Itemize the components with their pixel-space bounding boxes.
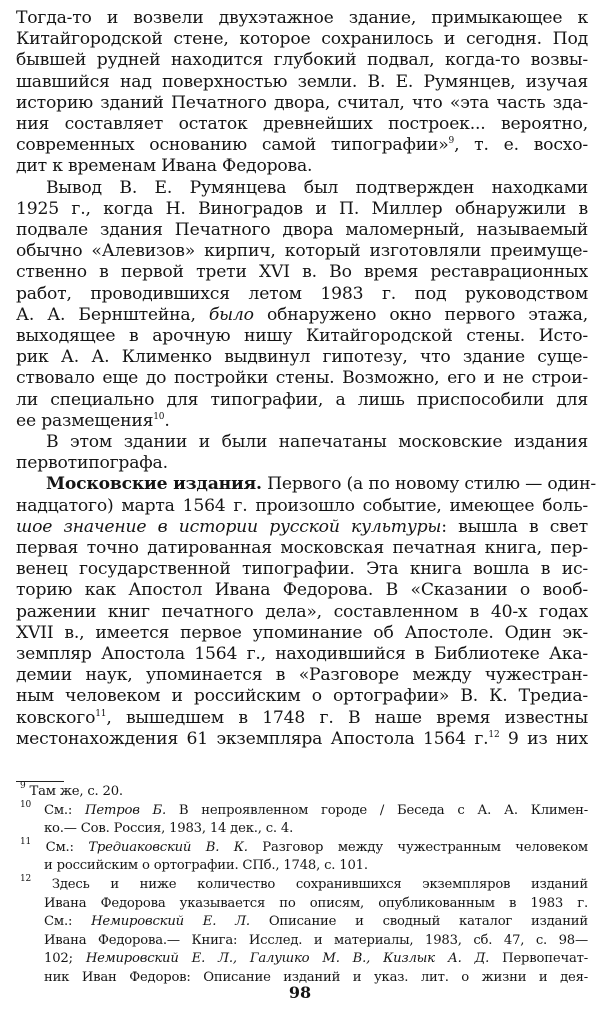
text-run: Ивана Федорова указывается по описям, опубликованным в 1983 г. (44, 895, 588, 911)
footnote-line (44, 913, 588, 931)
text-run: Здесь и ниже количество сохранившихся экземпляров изданий (31, 877, 588, 892)
text-run: первая точно датированная московская печатная книга, пер- (16, 538, 588, 558)
text-run: Первого (а по новому стилю — один- (261, 474, 597, 495)
body-line (16, 114, 588, 135)
text-run: ным человеком и российским о ортографии» В. К. Тредиа- (16, 686, 588, 707)
text-run: ко.— Сов. Россия, 1983, 14 дек., с. 4. (44, 821, 294, 837)
text-run: ли специально для типографии, а лишь приспособили для (16, 389, 588, 410)
footnote-line (20, 799, 588, 820)
text-run: Описание и сводный каталог изданий (249, 914, 588, 930)
body-line (16, 72, 588, 93)
body-line (16, 93, 588, 114)
text-run: работ, проводившихся летом 1983 г. под руководством (16, 283, 588, 304)
text-run: XVII в., имеется первое упоминание об Апостоле. Один эк- (16, 622, 588, 643)
text-run: Первопечат- (489, 951, 588, 967)
footnote-ref: 9 (20, 781, 26, 791)
text-run: Петров Б. (85, 802, 167, 818)
text-run: обнаружено окно первого этажа, (253, 304, 588, 325)
text-run: В этом здании и были напечатаны московские издания (46, 432, 588, 452)
body-line (16, 411, 588, 432)
footnote-ref: 11 (20, 836, 32, 847)
body-line (16, 390, 588, 411)
body-line (16, 602, 588, 623)
text-run: Тредиаковский В. К. (88, 839, 248, 855)
text-run: ражении книг печатного дела», составленном в 40-х годах (16, 601, 588, 622)
text-run: шавшийся над поверхностью земли. В. Е. Румянцев, изучая (16, 71, 588, 92)
footnote-line (44, 950, 588, 968)
text-run: , вышедшем в 1748 г. В наше время известны (106, 707, 588, 728)
text-run: и российским о ортографии. СПб., 1748, с. 101. (44, 858, 368, 874)
footnote-line (44, 895, 588, 913)
text-run: А. А. Бернштейна, (16, 304, 209, 325)
body-line (16, 305, 588, 326)
body-line (16, 347, 588, 368)
body-line (16, 29, 588, 50)
text-run: современных основанию самой типографии» (16, 135, 449, 156)
body-line (16, 729, 588, 750)
page-number: 98 (288, 983, 312, 1002)
text-run: демии наук, упоминается в «Разговоре между чужестран- (16, 665, 588, 686)
text-run: выходящее в арочную нишу Китайгородской стены. Исто- (16, 326, 588, 346)
body-line (16, 665, 588, 686)
body-line (16, 644, 588, 665)
text-run: Тогда-то и возвели двухэтажное здание, примыкающее к (16, 8, 588, 28)
text-run: 1925 г., когда Н. Виноградов и П. Миллер обнаружили в (16, 198, 588, 219)
body-line (16, 156, 588, 177)
footnote-ref: 10 (153, 411, 165, 422)
footnote-ref: 11 (95, 708, 107, 719)
text-run: Разговор между чужестранным человеком (247, 839, 588, 855)
section-heading: Московские издания. (46, 474, 262, 495)
body-line (16, 496, 588, 517)
footnote-ref: 10 (20, 799, 32, 810)
footnote-ref: 9 (448, 136, 455, 147)
text-run: первотипографа. (16, 453, 168, 474)
body-line (16, 517, 588, 538)
text-run: : вышла в свет (441, 516, 588, 537)
body-line (16, 326, 588, 347)
body-line (46, 474, 597, 495)
footnote-line (44, 932, 588, 950)
text-run: , т. е. восхо- (454, 135, 588, 156)
text-run: Немировский Е. Л., Галушко М. В., Кизлык А. Д. (85, 951, 490, 967)
body-line (16, 623, 588, 644)
text-run: местонахождения 61 экземпляра Апостола 1564 г. (16, 728, 489, 749)
text-run: бывшей рудней находится глубокий подвал, когда-то возвы- (16, 50, 588, 71)
text-run: обычно «Алевизов» кирпич, который изготовляли преимуще- (16, 241, 588, 262)
text-run: ник Иван Федоров: Описание изданий и указ. лит. о жизни и дея- (44, 970, 588, 985)
text-run: . (164, 410, 170, 431)
body-line (16, 220, 588, 241)
body-line (16, 708, 588, 729)
text-run: венец государственной типографии. Эта книга вошла в ис- (16, 559, 588, 580)
text-run: Вывод В. Е. Румянцева был подтвержден находками (46, 177, 588, 198)
text-run: Ивана Федорова.— Книга: Исслед. и материалы, 1983, сб. 47, с. 98— (44, 932, 588, 948)
text-run: См.: (31, 839, 89, 855)
text-run: См.: (31, 802, 86, 818)
text-run: ствовало еще до постройки стены. Возможно, его и не строи- (16, 368, 588, 389)
text-run: Немировский Е. Л. (91, 914, 250, 930)
body-line (16, 8, 588, 29)
body-line (16, 199, 588, 220)
footnote-line (44, 820, 588, 838)
text-run: подвале здания Печатного двора маломерный, называемый (16, 220, 588, 240)
body-line (16, 686, 588, 707)
body-line (16, 284, 588, 305)
body-line (16, 559, 588, 580)
body-line (16, 538, 588, 559)
text-run: ее размещения (16, 410, 154, 431)
text-run: 102; (44, 951, 86, 967)
text-run: 9 из них (499, 728, 588, 749)
text-run: дит к временам Ивана Федорова. (16, 156, 313, 177)
text-run: ственно в первой трети XVI в. Во время реставрационных (16, 262, 588, 283)
footnote-line (20, 876, 588, 894)
footnote-ref: 12 (488, 729, 500, 740)
text-run: было (208, 304, 254, 325)
text-run: надцатого) марта 1564 г. произошло событие, имеющее боль- (16, 495, 588, 516)
body-line (16, 135, 588, 156)
footnote-ref: 12 (20, 874, 32, 884)
body-line (16, 50, 588, 71)
text-run: историю зданий Печатного двора, считал, что «эта часть зда- (16, 92, 588, 113)
footnote-line (20, 783, 588, 801)
body-line (16, 453, 588, 474)
text-run: ковского (16, 707, 96, 728)
text-run: земпляр Апостола 1564 г., находившийся в Библиотеке Ака- (16, 644, 588, 664)
body-line (46, 432, 588, 453)
text-run: рик А. А. Клименко выдвинул гипотезу, что здание суще- (16, 347, 588, 368)
text-run: Китайгородской стене, которое сохранилось и сегодня. Под (16, 29, 588, 50)
text-run: ния составляет остаток древнейших построек... вероятно, (16, 114, 588, 134)
text-run: В непроявленном городе / Беседа с А. А. Климен- (166, 802, 588, 818)
text-run: торию как Апостол Ивана Федорова. В «Сказании о вооб- (16, 580, 588, 601)
body-line (16, 368, 588, 389)
text-run: См.: (44, 914, 92, 930)
body-line (46, 178, 588, 199)
body-line (16, 241, 588, 262)
footnote-line (44, 857, 588, 875)
text-run: Там же, с. 20. (25, 784, 123, 799)
body-line (16, 580, 588, 601)
footnote-line (20, 836, 588, 857)
text-run: шое значение в истории русской культуры (16, 516, 442, 537)
body-line (16, 262, 588, 283)
